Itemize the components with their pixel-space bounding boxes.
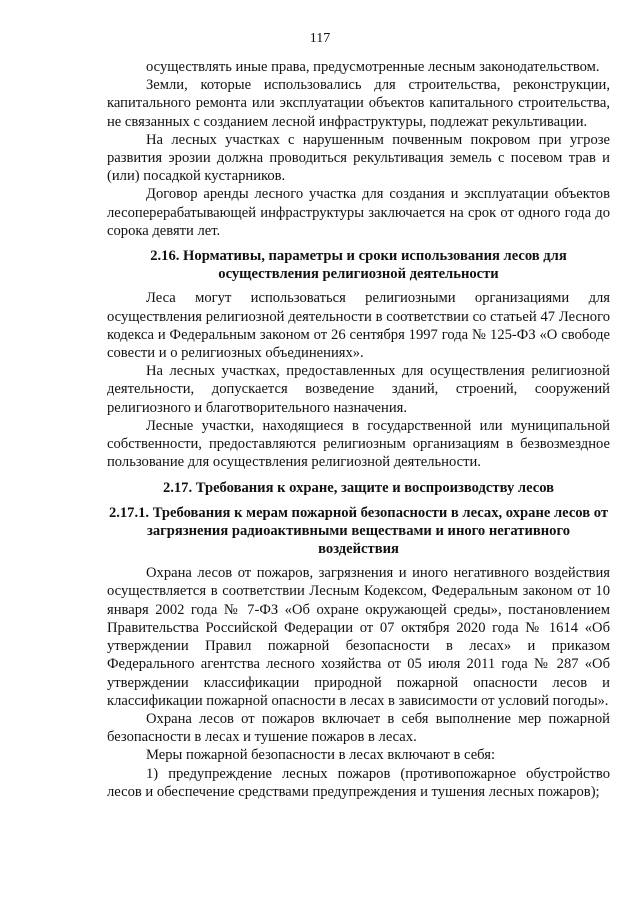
page-number: 117 (309, 31, 331, 46)
list-item: 1) предупреждение лесных пожаров (противопожарное обустройство лесов и обеспечение средствами предупреждения и тушения лесных пожаров); (107, 765, 610, 800)
paragraph: Лесные участки, находящиеся в государственной или муниципальной собственности, предоставляются религиозным организациям в безвозмездное пользование для осуществления религиозной деятельности. (107, 417, 610, 471)
section-heading-2-17: 2.17. Требования к охране, защите и воспроизводству лесов (162, 480, 555, 497)
subsection-heading-2-17-1: 2.17.1. Требования к мерам пожарной безопасности в лесах, охране лесов от загрязнения радиоактивными веществами и иного негативного воздействия (108, 504, 609, 558)
paragraph: Охрана лесов от пожаров, загрязнения и иного негативного воздействия осуществляется в соответствии Лесным Кодексом, Федеральным законом от 10 января 2002 года № 7-ФЗ «Об охране окружающей среды», постановлением Правительства Российской Федерации от 07 октября 2020 года № 1614 «Об утверждении Правил пожарной безопасности в лесах» и приказом Федерального агентства лесного хозяйства от 05 июля 2011 года № 287 «Об утверждении классификации природной пожарной опасности лесов и классификации пожарной опасности в лесах в зависимости от условий погоды». (107, 565, 610, 709)
paragraph: Леса могут использоваться религиозными организациями для осуществления религиозной деятельности в соответствии со статьей 47 Лесного кодекса и Федеральным законом от 26 сентября 1997 года № 125-ФЗ «О свободе совести и о религиозных объединениях». (107, 290, 610, 362)
paragraph: Земли, которые использовались для строительства, реконструкции, капитального ремонта или эксплуатации объектов капитального строительства, не связанных с созданием лесной инфраструктуры, подлежат рекультивации. (107, 77, 610, 130)
section-heading-2-16: 2.16. Нормативы, параметры и сроки использования лесов для осуществления религиозной деятельности (150, 248, 567, 283)
paragraph: Меры пожарной безопасности в лесах включают в себя: (146, 747, 495, 764)
paragraph: На лесных участках, предоставленных для осуществления религиозной деятельности, допускается возведение зданий, строений, сооружений религиозного и благотворительного назначения. (107, 363, 610, 416)
paragraph: Договор аренды лесного участка для создания и эксплуатации объектов лесоперерабатывающей инфраструктуры заключается на срок от одного года до сорока девяти лет. (107, 186, 610, 239)
paragraph: осуществлять иные права, предусмотренные лесным законодательством. (146, 59, 600, 75)
document-body (107, 58, 610, 801)
paragraph: Охрана лесов от пожаров включает в себя выполнение мер пожарной безопасности в лесах и тушение пожаров в лесах. (107, 710, 610, 746)
paragraph: На лесных участках с нарушенным почвенным покровом при угрозе развития эрозии должна проводиться рекультивация земель с посевом трав и (или) посадкой кустарников. (107, 131, 610, 185)
